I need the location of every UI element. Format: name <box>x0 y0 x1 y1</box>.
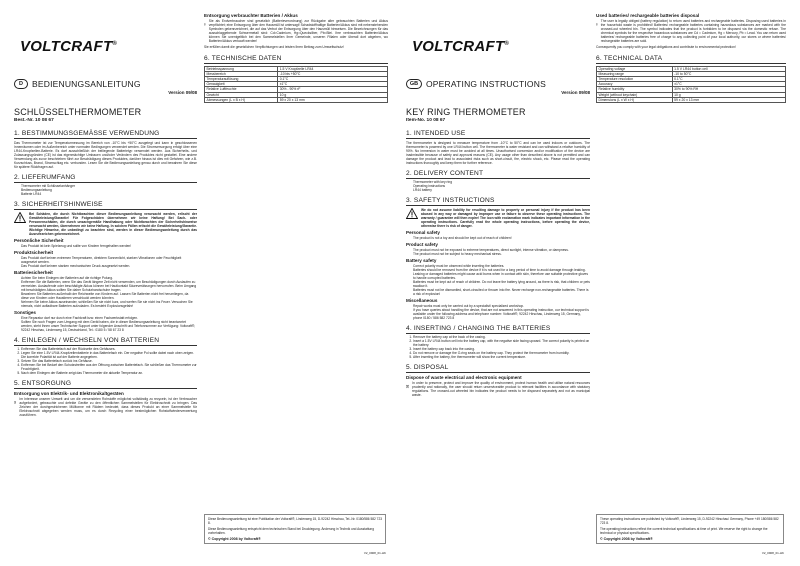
spec-value: 1.5 V LR44 button cell <box>672 66 785 71</box>
spec-table <box>204 66 388 103</box>
list-item: • Batteries must not be dismantled, short-circuited or thrown into fire. Never recharge non-rechargeable batteries. There is a risk of explosion! <box>413 288 590 296</box>
section-text: Consequently you comply with your legal obligations and contribute to environmental protection! <box>596 44 736 49</box>
list-item: • If you have queries about handling the device, that are not answered in this operating instruction, our technical support is available under the following address and telephone number: Voltcraft®, 92242 Hirschau, Lindenweg 15, Germany, phone 0180 / 586 582 723 8 <box>413 308 590 320</box>
section-title: 4. EINLEGEN / WECHSELN VON BATTERIEN <box>14 337 197 346</box>
section-title: 2. DELIVERY CONTENT <box>406 170 590 179</box>
section-text: The thermometer is designed to measure temperature from -10°C to 50°C and can be used indoors or outdoors. The thermometer is powered by one LR44 button cell. The thermometer is water resistant and can withstand a relative humidity of 90%. No immersion in water must be avoided at all times. Unauthorised conversion and/or modification of the device are inadmissible because of safety and approval reasons (CE). Any usage other than described above is not permitted and can damage the product and lead to associated risks such as short-circuit, fire, electric shock, etc. Please read the operating instructions thoroughly and keep them for further reference. <box>406 140 590 165</box>
footer-line: Diese Bedienungsanleitung entspricht dem technischen Stand bei Drucklegung. Änderung in Technik und Ausstattung vorbehalten. <box>208 527 374 535</box>
spec-key: Gewicht <box>205 92 278 97</box>
list-item: • Batteries must be kept out of reach of children. Do not leave the battery lying around, as there is risk, that children or pets swallow it. <box>413 280 590 288</box>
list-item: • Nehmen Sie keine Akkus auseinander, schließen Sie sie nicht kurz, und werfen Sie sie nicht ins Feuer. Versuchen Sie niemals, nicht aufladbare Batterien aufzuladen. Es besteht Explosionsgefahr! <box>21 300 197 308</box>
warning-icon <box>14 212 26 223</box>
spec-key: Relative Luftfeuchte <box>205 87 278 92</box>
spec-value: 10 g <box>672 92 785 97</box>
spec-value: -10 bis +50°C <box>278 71 388 76</box>
list-item: 4. Do not remove or damage the O-ring seals on the battery cap. They protect the thermometer from humidity. <box>413 351 590 355</box>
spec-key: Measuring range <box>597 71 673 76</box>
subheading: Batteriesicherheit <box>14 269 53 275</box>
subheading: Used batteries/ rechargeable batteries disposal <box>596 13 700 18</box>
section-title: 4. INSERTING / CHANGING THE BATTERIES <box>406 325 590 334</box>
section-text: Im Interesse unserer Umwelt und um die verwendeten Rohstoffe möglichst vollständig zu recyceln, ist der Verbraucher aufgefordert, gebrauchte und defekte Geräte zu den öffentlichen Sammelstellen für Elektroschrott zu bringen. Das Zeichen der durchgestrichenen Mülltonne mit Rädern bedeutet, dass dieses Produkt an einer Sammelstelle für Elektroschrott abgegeben werden muss, um es durch Recycling einer bestmöglichen Rohstoffwiederverwertung zuzuführen. <box>19 396 197 417</box>
document-code: V2_0908_01-HK <box>761 551 784 555</box>
section-title: 5. DISPOSAL <box>406 364 590 373</box>
section-text: Sie erfüllen damit die gesetzlichen Verpflichtungen und leisten Ihren Beitrag zum Umweltschutz! <box>204 44 344 49</box>
spec-key: Weight (without keychain) <box>597 92 673 97</box>
version-label: Version 09/08 <box>561 90 590 95</box>
section-text: In order to preserve, protect and improve the quality of environment, protect human health and utilise natural resources prudently and rationally, the user should return unserviceable product to relevant facilities in accordance with statutory regulations. The crossed-out wheeled bin indicates the product needs to be disposed separately and not as municipal waste. <box>412 380 590 397</box>
list-item: • Thermometer mit Schlüsselanhänger <box>21 184 197 188</box>
subheading: Dispose of waste electrical and electronic equipment <box>406 374 522 380</box>
list-item: 3. Setzen Sie das Batteriefach zurück ins Gehäuse. <box>21 359 197 363</box>
product-title: SCHLÜSSELTHERMOMETER <box>14 107 142 117</box>
list-item: • Achten Sie beim Einlegen der Batterien auf die richtige Polung. <box>21 276 197 280</box>
warning-icon <box>406 208 418 219</box>
list-item: 5. Nach dem Einlegen der Batterie zeigt das Thermometer die aktuelle Temperatur an. <box>21 371 197 375</box>
spec-key: Temperaturauflösung <box>205 76 278 81</box>
spec-key: Temperature resolution <box>597 76 673 81</box>
list-item: • Entfernen Sie die Batterien, wenn Sie das Gerät längere Zeit nicht verwenden, um Beschädigungen durch Auslaufen zu vermeiden. Auslaufende oder beschädigte Akkus können bei Hautkontakt Säureverätzungen hervorrufen. Beim Umgang mit beschädigten Akkus sollten Sie daher Schutzhandschuhe tragen. <box>21 280 197 292</box>
spec-value: ±1°C <box>278 82 388 87</box>
subheading: Produktsicherheit <box>14 249 54 255</box>
spec-key: Abmessungen (L x B x H) <box>205 97 278 102</box>
list-item: 4. Entfernen Sie bei Bedarf den Schutzstreifen aus der Öffnung zwischen Batteriefach. Sie schließen das Thermometer zur Feuchtigkeit. <box>21 363 197 371</box>
subheading: Sonstiges <box>14 309 36 315</box>
crossed-bin-icon <box>406 381 409 392</box>
table-row <box>597 97 786 102</box>
section-title: 2. LIEFERUMFANG <box>14 174 197 183</box>
section-title: 1. BESTIMMUNGSGEMÄSSE VERWENDUNG <box>14 130 197 139</box>
item-number: Best.-Nr. 10 08 67 <box>14 118 54 123</box>
section-title: 5. ENTSORGUNG <box>14 380 197 389</box>
warning-text: We do not assume liability for resulting damage to property or personal injury if the product has been abused in any way or damaged by improper use or failure to observe these operating instructions. The warranty / guarantee will then expire! The icon with exclamation mark indicates important information in the operating instructions. Carefully read the whole operating instructions, before operating the device, otherwise there is risk of danger. <box>421 207 590 228</box>
language-badge: GB <box>406 79 422 89</box>
list-item: • Sollten Sie noch Fragen zum Umgang mit dem Gerät haben, die in dieser Bedienungsanleitung nicht beantwortet werden, steht Ihnen unser Technischer Support unter folgender Anschrift und Telefonnummer zur Verfügung: Voltcraft®, 92242 Hirschau, Lindenweg 15, Deutschland, Tel.: 0180 5 / 58 67 23 8 <box>21 320 197 332</box>
spec-value: 1.5 V Knopfzelle LR44 <box>278 66 388 71</box>
list-item: 1. Remove the battery cap at the back of the casing. <box>413 335 590 339</box>
spec-value: 59 x 20 x 13 mm <box>672 97 785 102</box>
list-item: • Thermometer with key ring <box>413 180 590 184</box>
spec-value: -10 to 50°C <box>672 71 785 76</box>
spec-value: ±1°C <box>672 82 785 87</box>
subheading: Battery safety <box>406 257 437 263</box>
list-item: • Das Produkt darf keinen extremen Temperaturen, direktem Sonnenlicht, starken Vibrationen oder Feuchtigkeit ausgesetzt werden. <box>21 256 197 264</box>
subheading: Miscellaneous <box>406 297 438 303</box>
list-item: • Das Produkt darf keinem starken mechanischen Druck ausgesetzt werden. <box>21 264 197 268</box>
german-column-right <box>204 0 388 566</box>
list-item: • Eine Reparatur darf nur durch eine Fachkraft bzw. einen Fachwerkstatt erfolgen. <box>21 316 197 320</box>
spec-value: 30% to 90% RH <box>672 87 785 92</box>
list-item: • Bedienungsanleitung <box>21 188 197 192</box>
subheading: Entsorgung von Elektrik- und Elektronikaltgeräten <box>14 390 124 396</box>
spec-key: Dimensions (L x W x H) <box>597 97 673 102</box>
list-item: • Batteries should be removed from the device if it is not used for a long period of time to avoid damage through leaking. Leaking or damaged batteries might cause acid burns when in contact with skin, therefore use suitable protective gloves to handle corrupted batteries. <box>413 268 590 280</box>
document-code: V2_0908_01-HK <box>363 551 386 555</box>
section-text: The user is legally obliged (battery regulation) to return used batteries and rechargeable batteries. Disposing used batteries in the household waste is prohibited! Batteries/ rechargeable batteries containing hazardous substances are marked with the crossed-out wheeled bin. The symbol indicates that the product is forbidden to be disposed via the domestic refuse. The chemical symbols for the respective hazardous substances are Cd = Cadmium, Hg = Mercury, Pb = Lead. You can return used batteries/ rechargeable batteries free of charge to any collecting point of your local authority, our stores or where batteries/ rechargeable batteries are sold. <box>600 19 786 43</box>
spec-value: 0.1°C <box>672 76 785 81</box>
spec-key: Genauigkeit <box>205 82 278 87</box>
list-item: • Batterie LR44 <box>21 192 197 196</box>
english-column-right <box>596 0 786 566</box>
section-text: Das Thermometer ist zur Temperaturmessung im Bereich von -10°C bis +50°C ausgelegt und kann in geschlossenen Innenräumen oder im Außenbereich unter normalen Bedingungen verwendet werden. Die Stromversorgung erfolgt über eine LR44-Knopfzellen-Batterie. Es darf ausschließlich der beiliegende Batterietyp verwendet werden. Aus Sicherheits- und Zulassungsgründen (CE) ist das eigenmächtige Umbauen und/oder Verändern des Produktes nicht gestattet. Eine andere Verwendung als zuvor beschrieben führt zur Beschädigung dieses Produktes, darüber hinaus ist dies mit Gefahren, wie z.B. Kurzschluss, Brand, Stromschlag etc. verbunden. Lesen Sie die Bedienungsanleitung genau durch und bewahren Sie diese für spätere Rückfragen auf. <box>14 140 197 169</box>
spec-key: Betriebsspannung <box>205 66 278 71</box>
product-title: KEY RING THERMOMETER <box>406 107 526 117</box>
german-column-left <box>14 0 197 566</box>
list-item: • The product must not be exposed to extreme temperatures, direct sunlight, intense vibration, or dampness. <box>413 248 590 252</box>
spec-value: 10 g <box>278 92 388 97</box>
language-badge: D <box>14 79 28 89</box>
subheading: Persönliche Sicherheit <box>14 237 64 243</box>
manual-heading: OPERATING INSTRUCTIONS <box>426 79 546 89</box>
version-label: Version 09/08 <box>168 90 197 95</box>
footer-line: These operating instructions are published by Voltcraft®, Lindenweg 15, D-92242 Hirschau/ Germany, Phone +49 180/586 582 723 8. <box>600 517 779 525</box>
list-item: 1. Entfernen Sie das Batteriefach auf der Rückseite des Gehäuses. <box>21 347 197 351</box>
list-item: • Bewahren Sie Batterien außerhalb der Reichweite von Kindern auf. Lassen Sie Batterien nicht frei herumliegen, da diese von Kindern oder Haustieren verschluckt werden könnten. <box>21 292 197 300</box>
section-title: 6. TECHNISCHE DATEN <box>204 55 388 64</box>
publisher-footer <box>204 514 386 544</box>
subheading: Product safety <box>406 241 438 247</box>
spec-key: Accuracy <box>597 82 673 87</box>
english-column-left <box>406 0 590 566</box>
list-item: 2. Insert a 1.5V LR44 button cell into the battery cap, with the negative side facing upward. The correct polarity is printed on the battery. <box>413 339 590 347</box>
voltcraft-logo: VOLTCRAFT® <box>412 38 510 55</box>
manual-heading: BEDIENUNGSANLEITUNG <box>32 79 141 89</box>
spec-key: Relative humidity <box>597 87 673 92</box>
table-row <box>205 97 388 102</box>
voltcraft-logo: VOLTCRAFT® <box>20 38 118 55</box>
section-title: 3. SICHERHEITSHINWEISE <box>14 201 197 210</box>
delivery-list <box>14 184 197 196</box>
list-item: 3. Insert the battery cap back into the casing. <box>413 347 590 351</box>
list-item: • The product is not a toy and should be kept out of reach of children! <box>413 236 590 240</box>
item-number: Item-No. 10 08 67 <box>406 118 446 123</box>
list-item: • LR44 battery <box>413 188 590 192</box>
list-item: • Das Produkt ist kein Spielzeug und sollte von Kindern ferngehalten werden! <box>21 244 197 248</box>
section-title: 1. INTENDED USE <box>406 130 590 139</box>
spec-value: 30% - 90% rF <box>278 87 388 92</box>
spec-key: Messbereich <box>205 71 278 76</box>
spec-value: 59 x 20 x 13 mm <box>278 97 388 102</box>
footer-line: The operating instructions reflect the current technical specifications at time of print. We reserve the right to change the technical or physical specifications. <box>600 527 768 535</box>
publisher-footer <box>596 514 784 544</box>
copyright: © Copyright 2008 by Voltcraft® <box>600 537 653 541</box>
list-item: • The product must not be subject to heavy mechanical stress. <box>413 252 590 256</box>
crossed-bin-icon <box>596 19 598 30</box>
list-item: • Operating instructions <box>413 184 590 188</box>
list-item: • Repair works must only be carried out by a specialist/ specialized workshop. <box>413 304 590 308</box>
list-item: • Correct polarity must be observed while inserting the batteries. <box>413 264 590 268</box>
crossed-bin-icon <box>14 397 16 408</box>
list-item: 5. After inserting the battery, the thermometer will show the current temperature. <box>413 355 590 359</box>
list-item: 2. Legen Sie eine 1.5V LR44-Knopfzellenbatterie in das Batteriefach ein. Der negative Pol sollte dabei nach oben zeigen. Die korrekte Polarität ist auf der Batterie angegeben. <box>21 351 197 359</box>
spec-key: Operating voltage <box>597 66 673 71</box>
section-title: 6. TECHNICAL DATA <box>596 55 786 64</box>
subheading: Personal safety <box>406 229 440 235</box>
english-page <box>400 0 800 566</box>
section-title: 3. SAFETY INSTRUCTIONS <box>406 197 590 206</box>
warning-text: Bei Schäden, die durch Nichtbeachten dieser Bedienungsanleitung verursacht werden, erlischt der Gewährleistung/Garantie! Für Folgeschäden übernehmen wir keine Haftung! Bei Sach- oder Personenschäden, die durch unsachgemäße Handhabung oder Nichtbeachten der Sicherheitshinweise verursacht werden, übernehmen wir keine Haftung. In solchen Fällen erlischt die Gewährleistung/Garantie. Wichtige Hinweise, die unbedingt zu beachten sind, werden in dieser Bedienungsanleitung durch das Ausrufezeichen gekennzeichnet. <box>29 211 197 236</box>
crossed-bin-icon <box>204 19 206 30</box>
spec-table <box>596 66 786 103</box>
section-text: Sie als Endverbraucher sind gesetzlich (Batterieverordnung) zur Rückgabe aller gebrauchten Batterien und Akkus verpflichtet; eine Entsorgung über den Hausmüll ist untersagt! Schadstoffhaltige Batterien/Akkus sind mit nebenstehenden Symbolen gekennzeichnet, die auf das Verbot der Entsorgung über den Hausmüll hinweisen. Die Bezeichnungen für das ausschlaggebende Schwermetall sind: Cd=Cadmium, Hg=Quecksilber, Pb=Blei. Ihre verbrauchten Batterien/Akkus können Sie unentgeltlich bei den Sammelstellen Ihrer Gemeinde, unseren Filialen oder überall dort abgeben, wo Batterien/Akkus verkauft werden! <box>208 19 388 43</box>
footer-line: Diese Bedienungsanleitung ist eine Publikation der Voltcraft®, Lindenweg 15, D-92242 Hirschau, Tel.-Nr. 0180/586 582 723 8. <box>208 517 382 525</box>
subheading: Entsorgung verbrauchter Batterien / Akkus <box>204 13 298 18</box>
spec-value: 0.1°C <box>278 76 388 81</box>
copyright: © Copyright 2008 by Voltcraft® <box>208 537 261 541</box>
